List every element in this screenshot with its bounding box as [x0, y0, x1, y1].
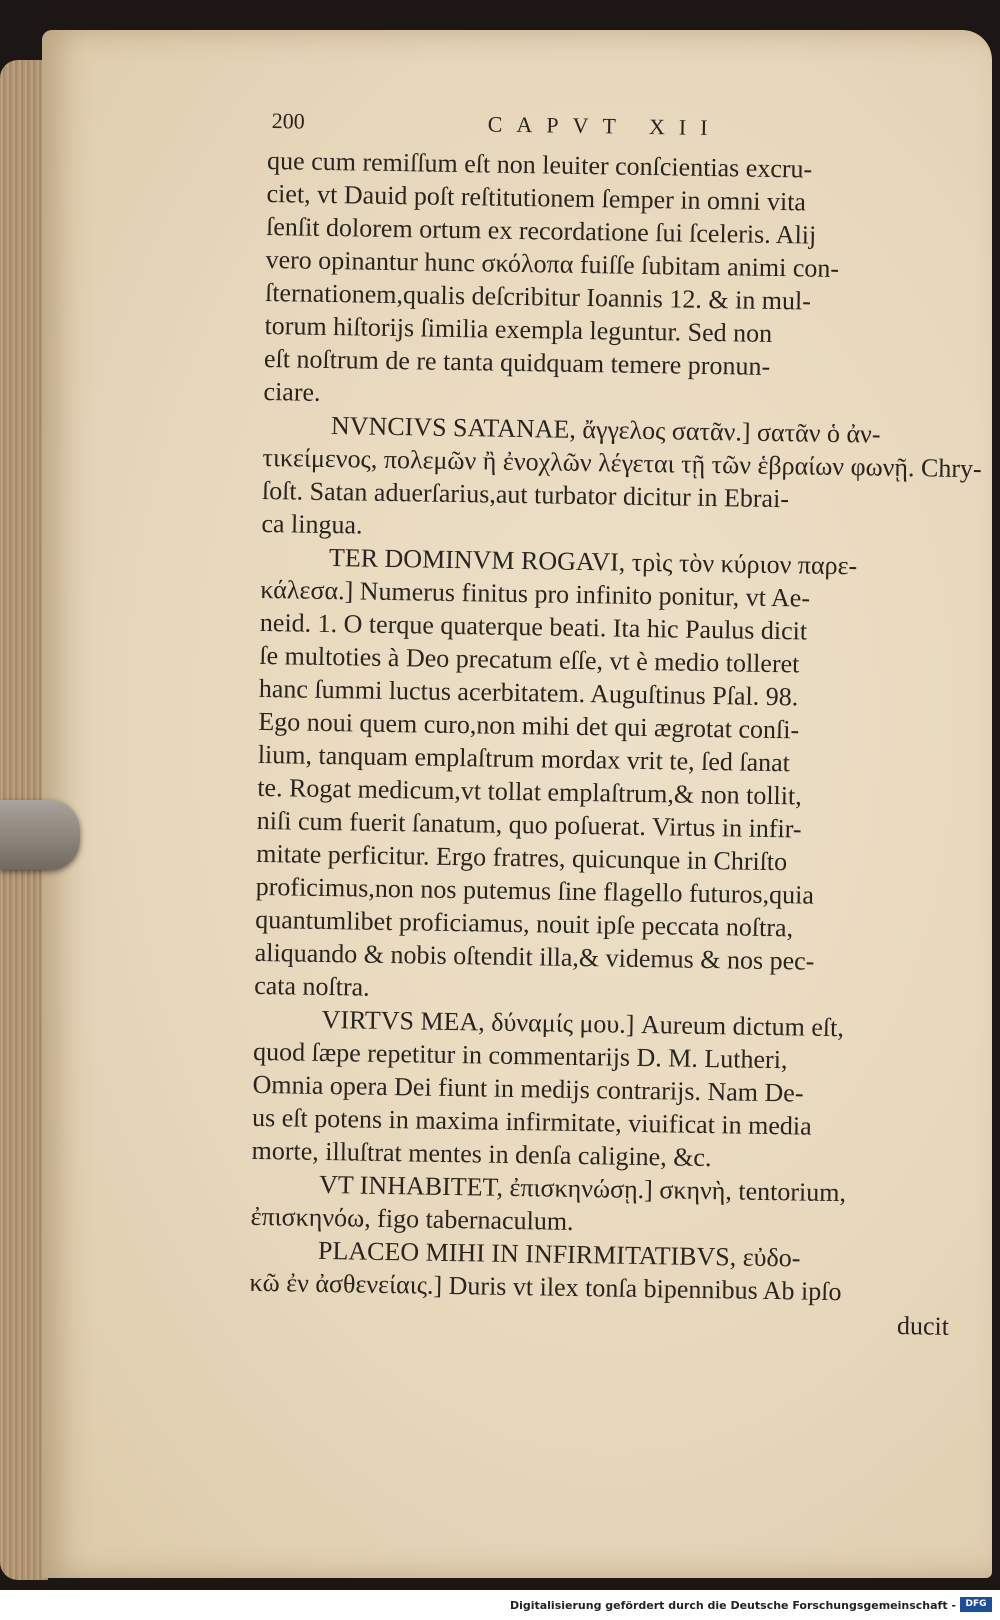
text-line: TER DOMINVM ROGAVI, τρὶς τὸν κύριον παρε- — [328, 543, 858, 581]
text-line: ſenſit dolorem ortum ex recordatione ſui ſceleris. Alij — [265, 211, 817, 250]
text-line: ſe multoties à Deo precatum eſſe, vt è medio tolleret — [259, 640, 800, 679]
text-line: torum hiſtorijs ſimilia exempla leguntur. Sed non — [264, 310, 773, 348]
text-line: ſternationem,qualis deſcribitur Ioannis 12. & in mul- — [264, 277, 812, 316]
text-line: ciet, vt Dauid poſt reſtitutionem ſemper in omni vita — [266, 178, 807, 217]
text-line: eſt noſtrum de re tanta quidquam temere pronun- — [263, 343, 771, 381]
text-line: que cum remiſſum eſt non leuiter conſcientias excru- — [266, 145, 813, 184]
text-line: quantumlibet proficiamus, nouit ipſe peccata noſtra, — [255, 904, 794, 943]
text-line: vero opinantur hunc σκόλοπα fuiſſe ſubitam animi con- — [265, 244, 840, 283]
catchword: ducit — [896, 1311, 950, 1341]
text-line: Omnia opera Dei fiunt in medijs contrarijs. Nam De- — [252, 1069, 804, 1108]
text-line: lium, tanquam emplaſtrum mordax vrit te, ſed ſanat — [257, 739, 791, 778]
footer-credit: Digitalisierung gefördert durch die Deutsche Forschungsgemeinschaft - — [509, 1599, 956, 1612]
text-line: VIRTVS MEA, δύναμίς μου.] Aureum dictum eſt, — [321, 1004, 845, 1043]
dfg-logo-icon: DFG — [960, 1597, 992, 1612]
text-line: NVNCIVS SATANAE, ἄγγελος σατᾶν.] σατᾶν ὁ ἀν- — [330, 411, 881, 449]
text-line: κάλεσα.] Numerus finitus pro infinito ponitur, vt Ae- — [260, 574, 811, 613]
text-line: proficimus,non nos putemus ſine flagello futuros,quia — [255, 871, 815, 910]
text-line: hanc ſummi luctus acerbitatem. Auguſtinus Pſal. 98. — [258, 673, 799, 712]
text-line: niſi cum fuerit ſanatum, quo poſuerat. Virtus in infir- — [256, 805, 802, 844]
text-block — [249, 108, 982, 1343]
text-line: κῶ ἐν ἀσθενείαις.] Duris vt ilex tonſa bipennibus Ab ipſo — [249, 1267, 842, 1307]
text-line: ciare. — [263, 376, 321, 407]
text-line: morte, illuſtrat mentes in denſa caligine, &c. — [251, 1135, 712, 1173]
text-line: us eſt potens in maxima infirmitate, viuificat in media — [251, 1102, 812, 1141]
page-number: 200 — [271, 108, 305, 134]
text-line: cata noſtra. — [253, 970, 370, 1002]
text-line: ἐπισκηνόω, figo tabernaculum. — [250, 1201, 574, 1236]
text-line: Ego noui quem curo,non mihi det qui ægrotat conſi- — [258, 706, 800, 745]
text-line: VT INHABITET, ἐπισκηνώσῃ.] σκηνὴ, tentorium, — [318, 1169, 847, 1208]
text-line: te. Rogat medicum,vt tollat emplaſtrum,& non tollit, — [257, 772, 802, 811]
text-line: quod ſæpe repetitur in commentarijs D. M. Lutheri, — [252, 1036, 788, 1075]
text-line: neid. 1. O terque quaterque beati. Ita hic Paulus dicit — [259, 607, 808, 646]
book-clasp — [0, 800, 80, 870]
text-line: aliquando & nobis oſtendit illa,& videmus & nos pec- — [254, 937, 815, 976]
running-head: CAPVT XII — [487, 111, 722, 141]
text-line: ca lingua. — [261, 508, 363, 540]
body-lines — [249, 144, 982, 1310]
text-line: ſoſt. Satan aduerſarius,aut turbator dicitur in Ebrai- — [261, 475, 790, 514]
text-line: mitate perficitur. Ergo fratres, quicunque in Chriſto — [256, 838, 788, 877]
text-line: PLACEO MIHI IN INFIRMITATIBVS, εὐδο- — [317, 1235, 801, 1273]
digitization-footer — [0, 1590, 1000, 1620]
text-line: τικείμενος, πολεμῶν ἢ ἐνοχλῶν λέγεται τῇ τῶν ἑβραίων φωνῇ. Chry- — [262, 442, 982, 484]
